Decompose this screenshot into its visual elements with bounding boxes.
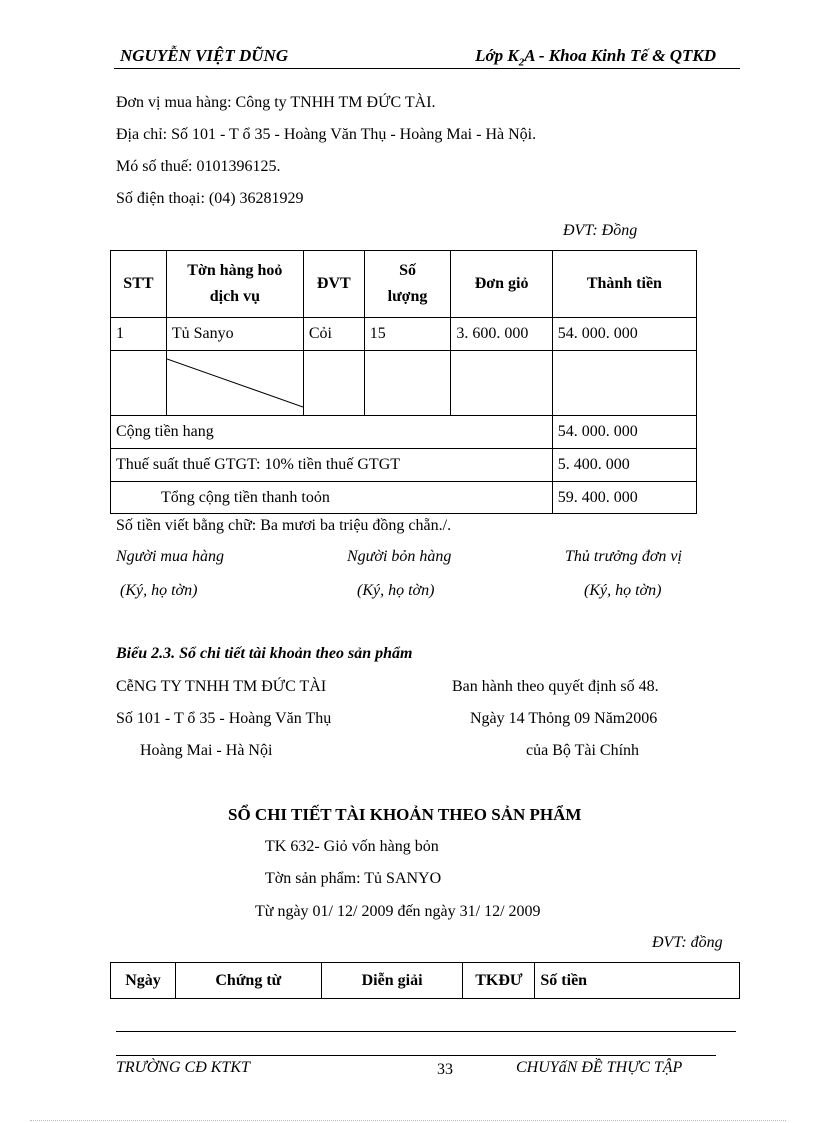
table-row [111, 318, 697, 351]
ledger-col-amount: Số tiền [535, 963, 740, 999]
footer-school: TRƯỜNG CĐ KTKT [116, 1059, 250, 1076]
total-row [111, 482, 697, 514]
diagonal-strike [167, 351, 303, 415]
empty-row [111, 351, 697, 416]
invoice-table [110, 250, 697, 514]
ledger-col-voucher: Chứng từ [175, 963, 321, 999]
crossed-cell [166, 351, 303, 416]
sig-head-note: (Ký, họ tờn) [584, 582, 662, 599]
header-class-sub: 2 [518, 56, 525, 69]
col-price: Đơn giỏ [451, 251, 552, 318]
ledger-table [110, 962, 740, 999]
invoice-header-row [111, 251, 697, 318]
col-name-line2: dịch vụ [209, 288, 260, 305]
col-qty [364, 251, 451, 318]
decree-line3: của Bộ Tài Chính [526, 742, 640, 759]
footer-page-number: 33 [437, 1061, 453, 1078]
footer-thesis: CHUYấN ĐỀ THỰC TẬP [516, 1059, 683, 1076]
sig-head: Thủ trưởng đơn vị [565, 548, 682, 565]
sig-seller-note: (Ký, họ tờn) [357, 582, 435, 599]
company-addr1: Số 101 - T ổ 35 - Hoàng Văn Thụ [116, 710, 332, 727]
header-author: NGUYỄN VIỆT DŨNG [120, 46, 289, 65]
empty-cell [364, 351, 451, 416]
ledger-account: TK 632- Giỏ vốn hàng bỏn [265, 838, 439, 855]
row-dvt: Cỏi [303, 318, 364, 351]
section-title: Biểu 2.3. Sổ chi tiết tài khoản theo sản phẩm [116, 645, 413, 662]
ledger-col-date: Ngày [111, 963, 176, 999]
header-class-pre: Lớp K [475, 46, 519, 65]
footer-rule-top [116, 1031, 736, 1032]
sig-buyer: Người mua hàng [116, 548, 224, 565]
page-edge-dotted [30, 1120, 786, 1121]
total-value: 59. 400. 000 [552, 482, 696, 514]
vat-value: 5. 400. 000 [552, 449, 696, 482]
subtotal-label: Cộng tiền hang [111, 416, 553, 449]
empty-cell [111, 351, 167, 416]
sig-seller: Người bỏn hàng [347, 548, 452, 565]
ledger-product: Tờn sản phẩm: Tủ SANYO [265, 870, 442, 887]
col-qty-line1: Số [399, 262, 416, 279]
col-amount: Thành tiền [552, 251, 696, 318]
total-label: Tổng cộng tiền thanh toỏn [111, 482, 553, 514]
subtotal-value: 54. 000. 000 [552, 416, 696, 449]
header-rule [114, 68, 740, 69]
invoice-unit-note: ĐVT: Đồng [563, 222, 638, 239]
buyer-tax-code: Mó số thuế: 0101396125. [116, 158, 281, 175]
ledger-col-description: Diễn giải [321, 963, 463, 999]
decree-line1: Ban hành theo quyết định số 48. [452, 678, 659, 695]
ledger-col-account: TKĐƯ [463, 963, 535, 999]
footer-rule [116, 1055, 716, 1056]
header-class [475, 46, 716, 68]
col-stt: STT [111, 251, 167, 318]
row-price: 3. 600. 000 [451, 318, 552, 351]
amount-in-words: Số tiền viết bằng chữ: Ba mươi ba triệu đồng chẵn./. [116, 517, 452, 534]
header-class-post: A - Khoa Kinh Tế & QTKD [524, 46, 716, 65]
company-addr2: Hoàng Mai - Hà Nội [140, 742, 273, 759]
ledger-period: Từ ngày 01/ 12/ 2009 đến ngày 31/ 12/ 2009 [255, 903, 541, 920]
row-name: Tủ Sanyo [166, 318, 303, 351]
col-dvt: ĐVT [303, 251, 364, 318]
subtotal-row [111, 416, 697, 449]
buyer-unit: Đơn vị mua hàng: Công ty TNHH TM ĐỨC TÀI. [116, 94, 436, 111]
buyer-address: Địa chỉ: Số 101 - T ổ 35 - Hoàng Văn Thụ - Hoàng Mai - Hà Nội. [116, 126, 537, 143]
company-name: CễNG TY TNHH TM ĐỨC TÀI [116, 678, 327, 695]
empty-cell [303, 351, 364, 416]
row-amount: 54. 000. 000 [552, 318, 696, 351]
sig-buyer-note: (Ký, họ tờn) [120, 582, 198, 599]
decree-line2: Ngày 14 Thỏng 09 Năm2006 [470, 710, 658, 727]
ledger-header-row [111, 963, 740, 999]
vat-row [111, 449, 697, 482]
row-qty: 15 [364, 318, 451, 351]
col-name [166, 251, 303, 318]
empty-cell [451, 351, 552, 416]
col-name-line1: Tờn hàng hoỏ [187, 262, 283, 279]
vat-label: Thuế suất thuế GTGT: 10% tiền thuế GTGT [111, 449, 553, 482]
ledger-title: SỔ CHI TIẾT TÀI KHOẢN THEO SẢN PHẨM [228, 805, 582, 824]
col-qty-line2: lượng [387, 288, 428, 305]
row-stt: 1 [111, 318, 167, 351]
empty-cell [552, 351, 696, 416]
buyer-phone: Số điện thoại: (04) 36281929 [116, 190, 304, 207]
ledger-unit: ĐVT: đồng [652, 934, 723, 951]
